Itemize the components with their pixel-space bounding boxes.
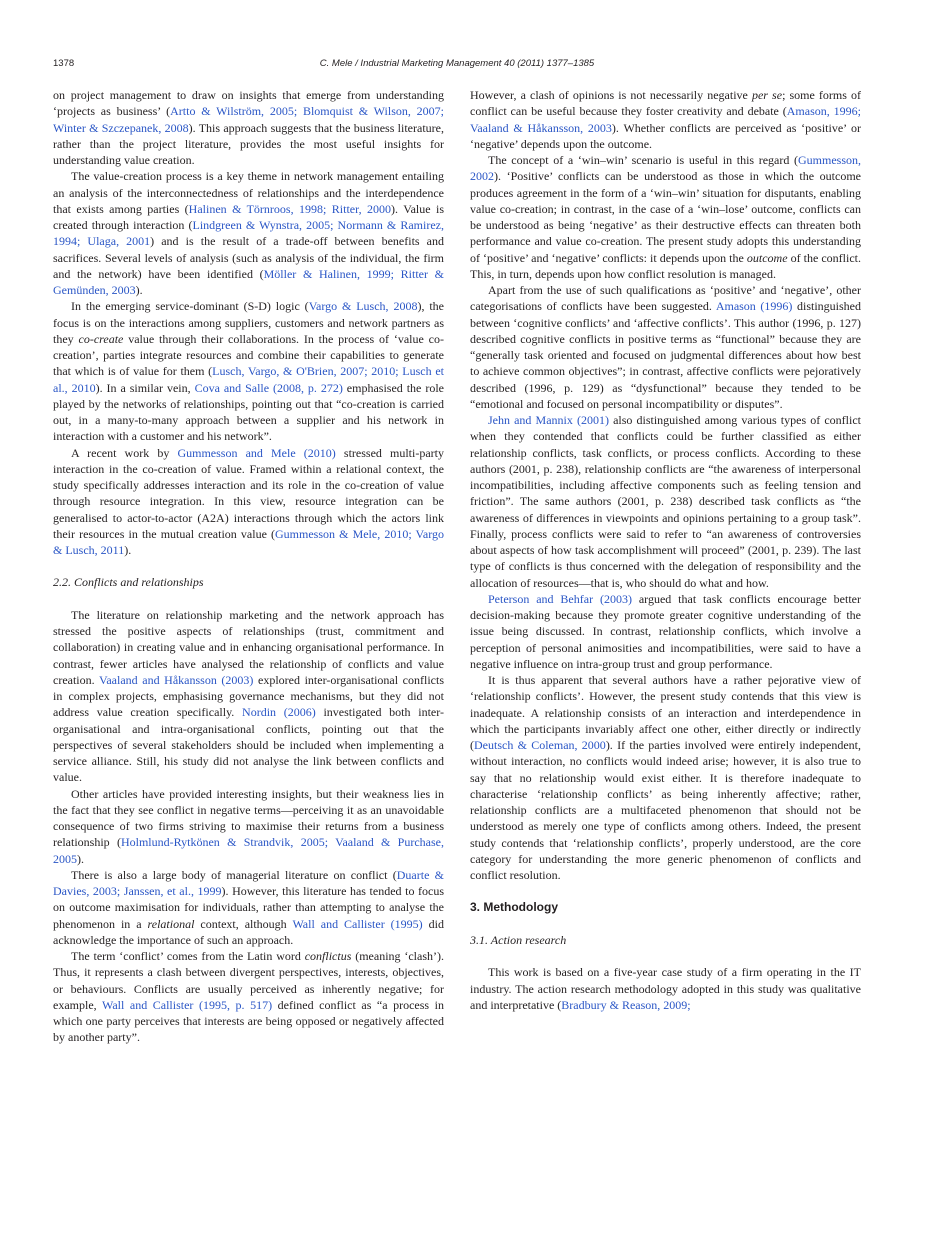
citation-link[interactable]: Deutsch & Coleman, 2000 xyxy=(474,738,606,752)
left-column xyxy=(53,87,444,1046)
subsection-heading: 2.2. Conflicts and relationships xyxy=(53,575,204,590)
paragraph: There is also a large body of managerial literature on conflict (Duarte & Davies, 2003; Janssen, et al., 1999). However, this literature has tended to focus on outcome maximisation for individuals, rather than attempting to analyse the phenomenon in a relational context, although Wall and Callister (1995) did acknowledge the importance of such an approach. xyxy=(53,867,445,947)
paragraph: Other articles have provided interesting insights, but their weakness lies in the fact that they see conflict in negative terms—perceiving it as an unavoidable consequence of two firms striving to maximise their returns from a business relationship (Holmlund-Rytkönen & Strandvik, 2005; Vaaland & Purchase, 2005). xyxy=(53,786,444,866)
citation-link[interactable]: Wall and Callister (1995) xyxy=(292,916,423,931)
citation-link[interactable]: Vargo & Lusch, 2008 xyxy=(308,299,418,314)
paragraph: Jehn and Mannix (2001) also distinguished among various types of conflict when they contended that conflicts could be further classified as either relationship conflicts, task conflicts, or process conflicts. According to these authors (2001, p. 238), relationship conflicts are “the awareness of interpersonal incompatibilities, including affective components such as feeling tension and friction”. The same authors (2001, p. 238) described task conflicts as “the awareness of differences in viewpoints and opinions pertaining to a group task”. Finally, process conflicts were said to refer to “an awareness of controversies about aspects of how task accomplishment will proceed” (2001, p. 239). The last type of conflicts is thus concerned with the delegation of responsibility and the allocation of resources—that is, who should do what and how. xyxy=(470,413,861,590)
paragraph: Apart from the use of such qualifications as ‘positive’ and ‘negative’, other categorisations of conflicts have been suggested. Amason (1996) distinguished between ‘cognitive conflicts’ and ‘affective conflicts’. This author (1996, p. 127) described cognitive conflicts in positive terms as “functional” because they are “generally task oriented and focused on judgmental differences about how best to achieve common objectives”; in contrast, affective conflicts were pejoratively described (1996, p. 129) as “dysfunctional” because they tended to be “emotional and focused on personal incompatibility or disputes”. xyxy=(470,283,861,411)
citation-link[interactable]: Nordin (2006) xyxy=(242,705,316,720)
paragraph: The term ‘conflict’ comes from the Latin word conflictus (meaning ‘clash’). Thus, it represents a clash between divergent perspectives, interests, objectives, or behaviours. Conflicts are usually perceived as inherently negative; for example, Wall and Callister (1995, p. 517) defined conflict as “a process in which one party perceives that interests are being opposed or negatively affected by another party”. xyxy=(53,949,445,1045)
paragraph: on project management to draw on insights that emerge from understanding ‘projects as business’ (Artto & Wilström, 2005; Blomquist & Wilson, 2007; Winter & Szczepanek, 2008). This approach suggests that the business literature, rather than the project literature, provides the most useful insights for understanding value creation. xyxy=(53,88,444,167)
paragraph: In the emerging service-dominant (S-D) logic (Vargo & Lusch, 2008), the focus is on the interactions among suppliers, customers and network partners as they co-create value through their collaborations. In the process of ‘value co-creation’, parties integrate resources and combine their capabilities to generate that which is of value for them (Lusch, Vargo, & O'Brien, 2007; 2010; Lusch et al., 2010). In a similar vein, Cova and Salle (2008, p. 272) emphasised the role played by the networks of relationships, pointing out that “co-creation is carried out, in a many-to-many approach between a supplier and his network in interaction with a customer and his network”. xyxy=(53,299,444,444)
citation-link[interactable]: Gummesson & Mele, 2010; Vargo & Lusch, 2011 xyxy=(53,526,444,557)
citation-link[interactable]: Amason, 1996; Vaaland & Håkansson, 2003 xyxy=(470,104,861,135)
citation-link[interactable]: Holmlund-Rytkönen & Strandvik, 2005; Vaaland & Purchase, 2005 xyxy=(53,835,444,866)
section-heading: 3. Methodology xyxy=(470,900,558,915)
page-header xyxy=(53,57,861,71)
citation-link[interactable]: Vaaland and Håkansson (2003) xyxy=(99,672,254,687)
citation-link[interactable]: Bradbury & Reason, 2009; xyxy=(561,997,691,1012)
right-column xyxy=(470,87,861,1013)
paragraph: It is thus apparent that several authors have a rather pejorative view of ‘relationship conflicts’. However, the present study contends that this view is inadequate. A relationship consists of an interaction and interdependence in which the participants invariably affect one other, either directly or indirectly (Deutsch & Coleman, 2000). If the parties involved were entirely independent, without interaction, no conflicts would indeed arise; however, it is also true to say that no relationship would exist either. It is therefore inadequate to characterise ‘relationship conflicts’ as being inherently affective; rather, relationship conflicts are a multifaceted phenomenon that should not be understood as merely one type of conflicts among others. Indeed, the present study contends that ‘relationship conflicts’, properly understood, are the core category for understanding the more generic phenomenon of conflicts and conflict resolution. xyxy=(470,673,861,882)
citation-link[interactable]: Lindgreen & Wynstra, 2005; Normann & Ramirez, 1994; Ulaga, 2001 xyxy=(53,218,444,249)
running-head: C. Mele / Industrial Marketing Management 40 (2011) 1377–1385 xyxy=(319,58,595,69)
citation-link[interactable]: Cova and Salle (2008, p. 272) xyxy=(194,380,343,395)
subsection-heading: 3.1. Action research xyxy=(470,932,567,947)
citation-link[interactable]: Artto & Wilström, 2005; Blomquist & Wilson, 2007; Winter & Szczepanek, 2008 xyxy=(53,104,444,135)
citation-link[interactable]: Gummesson, 2002 xyxy=(470,153,861,184)
paragraph: The literature on relationship marketing and the network approach has stressed the positive aspects of relationships (trust, commitment and collaboration) in creating value and in enhancing organisational performance. In contrast, fewer articles have analysed the relationship of conflicts and value creation. Vaaland and Håkansson (2003) explored inter-organisational conflicts in complex projects, emphasising governance mechanisms, but they did not address value creation specifically. Nordin (2006) investigated both inter-organisational and intra-organisational conflicts, pointing out that the perspectives of several stakeholders should be included when implementing a service alliance. Still, his study did not analyse the link between conflicts and value. xyxy=(53,607,445,785)
citation-link[interactable]: Wall and Callister (1995, p. 517) xyxy=(101,997,273,1012)
citation-link[interactable]: Peterson and Behfar (2003) xyxy=(488,591,632,606)
citation-link[interactable]: Möller & Halinen, 1999; Ritter & Gemünden, 2003 xyxy=(53,266,444,297)
citation-link[interactable]: Amason (1996) xyxy=(715,299,793,314)
paragraph: Peterson and Behfar (2003) argued that task conflicts encourage better decision-making because they promote greater cognitive understanding of the issue being discussed. In contrast, relationship conflicts, which involve a perception of personal animosities and incompatibilities, were said to have a negative influence on intra-group trust and group performance. xyxy=(470,591,861,671)
citation-link[interactable]: Gummesson and Mele (2010) xyxy=(177,445,336,460)
citation-link[interactable]: Jehn and Mannix (2001) xyxy=(488,413,609,427)
citation-link[interactable]: Halinen & Törnroos, 1998; Ritter, 2000 xyxy=(188,201,392,216)
paragraph: However, a clash of opinions is not necessarily negative per se; some forms of conflict can be useful because they foster creativity and debate (Amason, 1996; Vaaland & Håkansson, 2003). Whether conflicts are perceived as ‘positive’ or ‘negative’ depends upon the outcome. xyxy=(470,88,862,151)
paragraph: A recent work by Gummesson and Mele (2010) stressed multi-party interaction in the co-creation of value. Framed within a relational context, the study specifically addresses interaction and its role in the co-creation of value through resource integration. In this view, resource integration can be generalised to actor-to-actor (A2A) interactions through which the actors link their resources in the mutual creation value (Gummesson & Mele, 2010; Vargo & Lusch, 2011). xyxy=(53,445,444,557)
paragraph: The concept of a ‘win–win’ scenario is useful in this regard (Gummesson, 2002). ‘Positive’ conflicts can be understood as those in which the outcome produces agreement in the form of a ‘win–win’ situation for disputants, enabling value co-creation; in contrast, in the case of a ‘win–lose’ outcome, conflicts can be understood as being ‘negative’ as their destructive effects can threaten both performance and value co-creation. The present study adopts this understanding of ‘positive’ and ‘negative’ conflicts: it depends upon the outcome of the conflict. This, in turn, depends upon how conflict resolution is managed. xyxy=(470,153,861,281)
paragraph: This work is based on a five-year case study of a firm operating in the IT industry. The action research methodology adopted in this study was qualitative and interpretative (Bradbury & Reason, 2009; xyxy=(470,965,861,1012)
page-number: 1378 xyxy=(53,58,75,69)
paragraph: The value-creation process is a key theme in network management entailing an analysis of the interconnectedness of relationships and the interdependence that exists among parties (Halinen & Törnroos, 1998; Ritter, 2000). Value is created through interaction (Lindgreen & Wynstra, 2005; Normann & Ramirez, 1994; Ulaga, 2001) and is the result of a trade-off between benefits and sacrifices. Several levels of analysis (such as analysis of the individual, the firm and the network) have been identified (Möller & Halinen, 1999; Ritter & Gemünden, 2003). xyxy=(53,169,444,297)
citation-link[interactable]: Duarte & Davies, 2003; Janssen, et al., 1999 xyxy=(53,867,445,898)
citation-link[interactable]: Lusch, Vargo, & O'Brien, 2007; 2010; Lusch et al., 2010 xyxy=(53,364,444,395)
